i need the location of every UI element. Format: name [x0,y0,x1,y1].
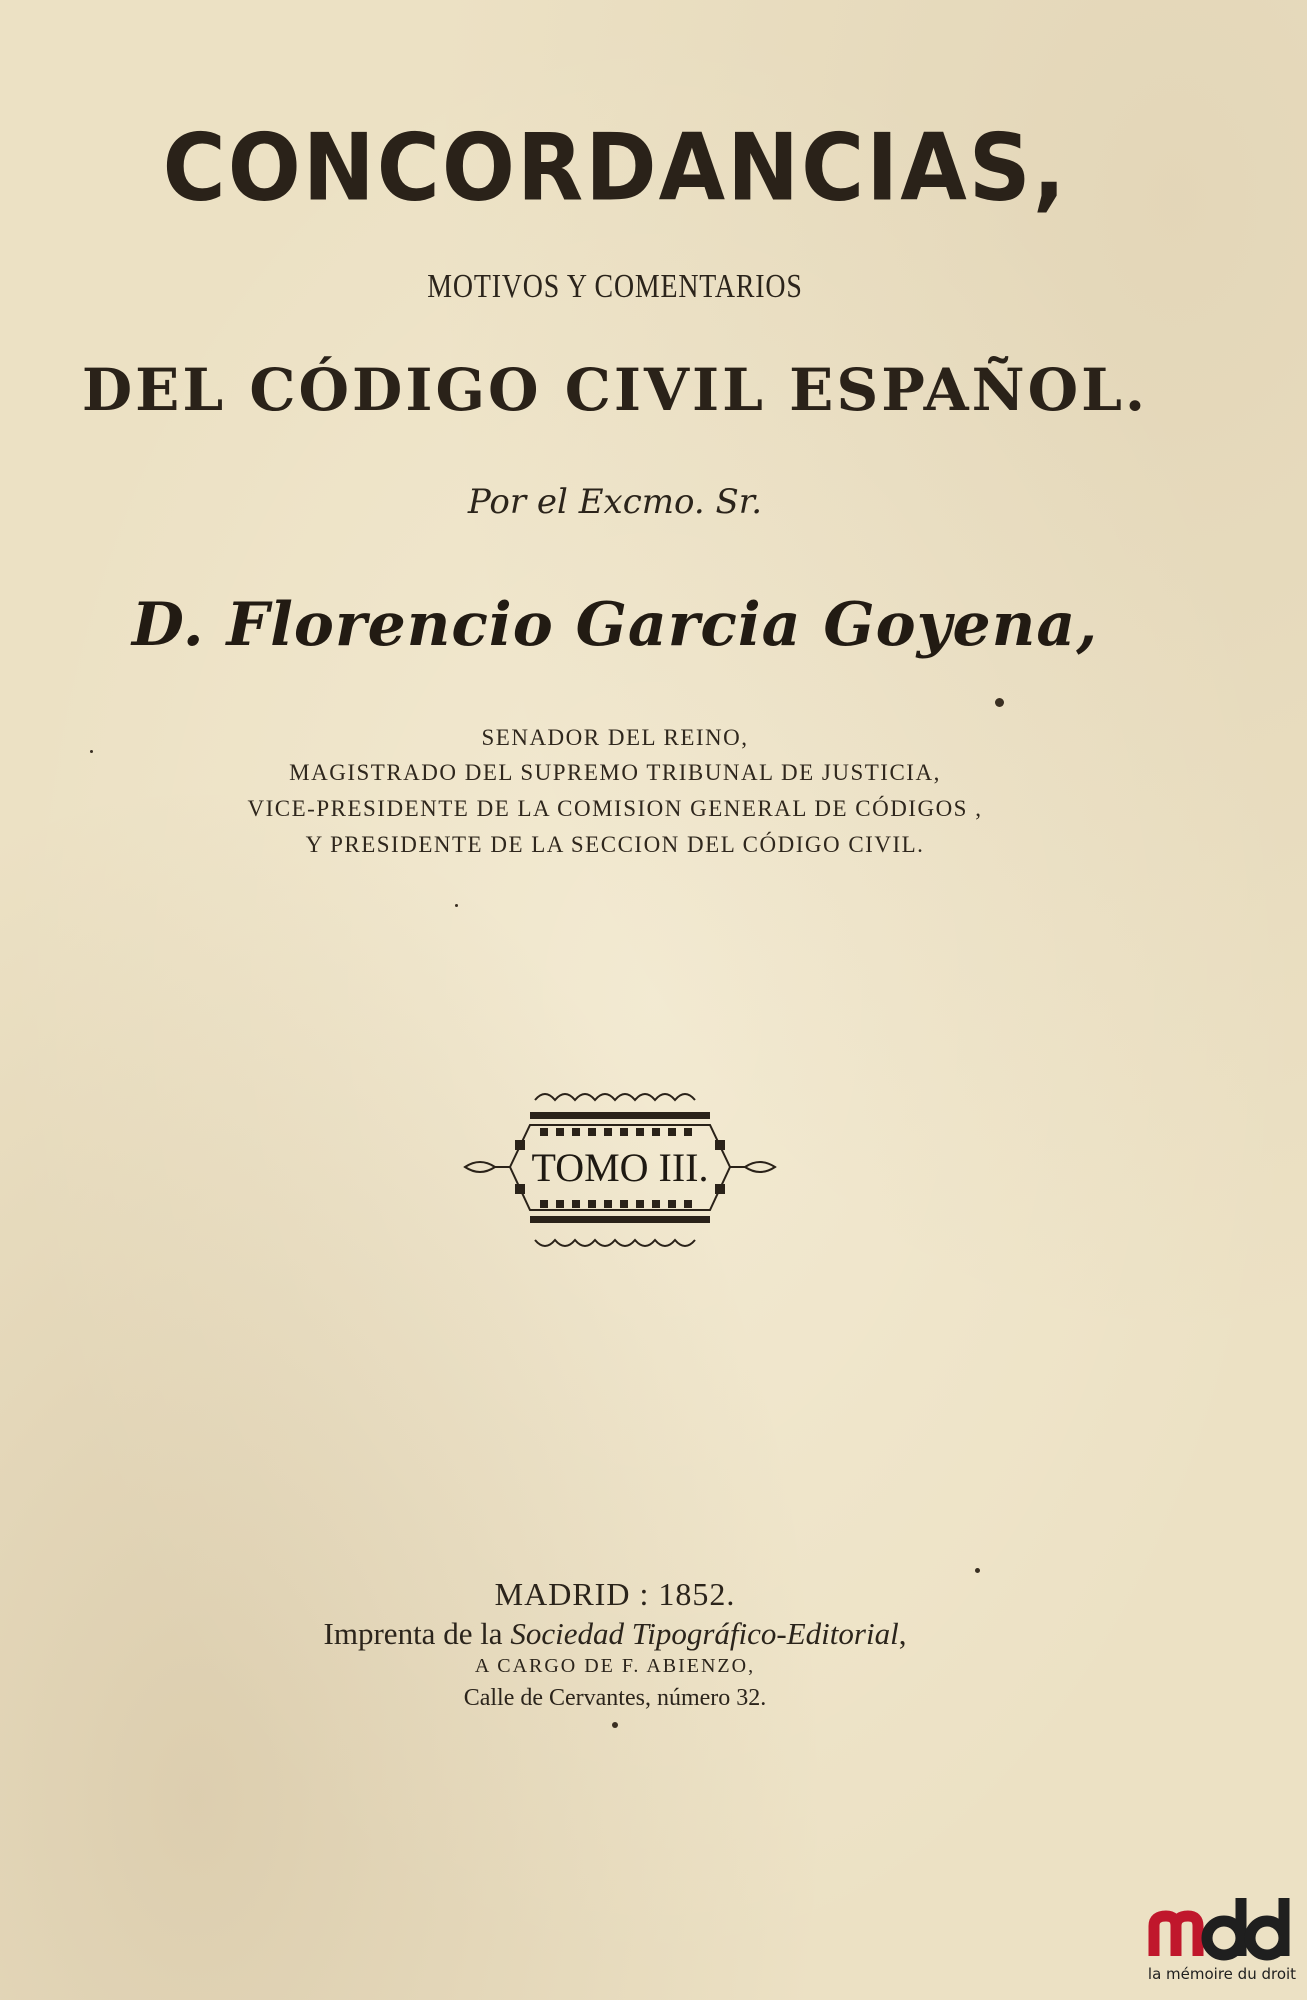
imprint-printer-prefix: Imprenta de la [323,1616,511,1651]
subtitle: MOTIVOS Y COMENTARIOS [427,268,803,305]
paper-speck [455,904,458,907]
paper-speck [975,1568,980,1573]
mdd-caption: la mémoire du droit [1147,1965,1297,1983]
author-credential: Y PRESIDENTE DE LA SECCION DEL CÓDIGO CIVIL. [305,832,925,857]
author-credential: SENADOR DEL REINO, [481,725,749,750]
paper-speck [612,1722,618,1728]
byline: Por el Excmo. Sr. [467,482,763,522]
author-credential: VICE-PRESIDENTE DE LA COMISION GENERAL DE CÓDIGOS , [247,796,983,821]
main-title: CONCORDANCIAS, [162,114,1068,222]
imprint-place-year: MADRID : 1852. [494,1576,736,1612]
paper-speck [995,698,1004,707]
volume-label: TOMO III. [531,1145,709,1190]
imprint-printer-name: Sociedad Tipográfico-Editorial [510,1616,899,1651]
paper-speck [90,750,93,753]
author-name: D. Florencio Garcia Goyena, [131,590,1099,660]
subtitle-code: DEL CÓDIGO CIVIL ESPAÑOL. [81,356,1149,424]
imprint-printer [0,1616,1230,1652]
imprint-printer-suffix: , [898,1616,907,1651]
author-credential: MAGISTRADO DEL SUPREMO TRIBUNAL DE JUSTICIA, [289,760,941,785]
imprint-address: Calle de Cervantes, número 32. [463,1685,767,1711]
imprint-in-charge: A CARGO DE F. ABIENZO, [474,1655,756,1677]
